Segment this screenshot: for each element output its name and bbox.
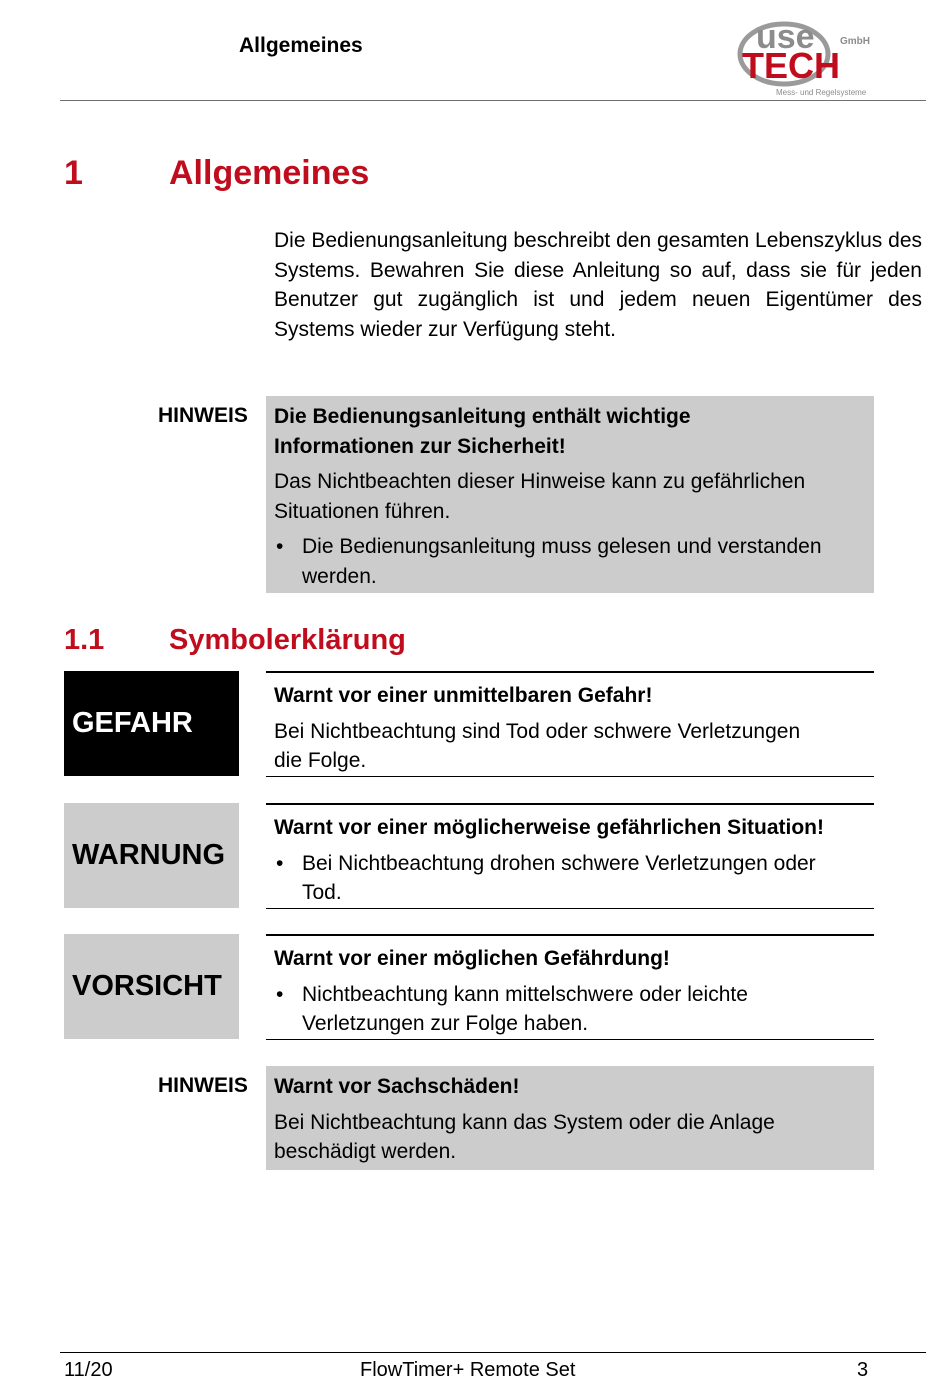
hinweis-text-line1: Das Nichtbeachten dieser Hinweise kann zu gefährlichen <box>274 470 806 493</box>
intro-paragraph: Die Bedienungsanleitung beschreibt den gesamten Lebenszyklus des Systems. Bewahren Sie diese Anleitung so auf, dass sie für jeden Benutzer gut zugänglich ist und jedem neuen Eigentümer des Systems wieder zur Verfügung steht. <box>274 229 922 341</box>
header-divider <box>60 100 926 101</box>
warnung-bullet-line2: Tod. <box>302 881 342 904</box>
footer-product: FlowTimer+ Remote Set <box>360 1359 576 1381</box>
logo-use: use <box>756 18 815 56</box>
hinweis-heading-line2: Informationen zur Sicherheit! <box>274 434 566 458</box>
gefahr-text-line2: die Folge. <box>274 749 367 772</box>
hinweis-label-2: HINWEIS <box>158 1074 248 1097</box>
gefahr-description <box>266 671 874 777</box>
footer-divider <box>60 1352 926 1353</box>
section-number: 1.1 <box>64 624 105 656</box>
section-title: Symbolerklärung <box>169 624 406 656</box>
hinweis-box <box>266 396 874 593</box>
vorsicht-description <box>266 934 874 1040</box>
gefahr-text-line1: Bei Nichtbeachtung sind Tod oder schwere Verletzungen <box>274 719 801 743</box>
logo-gmbh: GmbH <box>840 36 870 47</box>
warnung-bullet-line1: • Bei Nichtbeachtung drohen schwere Verletzungen oder <box>302 851 816 875</box>
logo-tech: TECH <box>742 45 840 86</box>
hinweis2-heading: Warnt vor Sachschäden! <box>274 1075 520 1098</box>
warnung-signal-word: WARNUNG <box>64 803 239 908</box>
header-title: Allgemeines <box>239 34 363 57</box>
vorsicht-bullet-line2: Verletzungen zur Folge haben. <box>302 1012 589 1035</box>
footer-page-number: 3 <box>857 1359 869 1381</box>
vorsicht-bullet <box>274 980 866 1039</box>
hinweis-box-2 <box>266 1066 874 1170</box>
logo-tagline: Mess- und Regelsysteme <box>776 88 867 97</box>
warnung-description <box>266 803 874 909</box>
vorsicht-signal-word: VORSICHT <box>64 934 239 1039</box>
hinweis-bullet-line2: werden. <box>302 564 377 588</box>
hinweis-bullet-line1: • Die Bedienungsanleitung muss gelesen und verstanden <box>302 535 822 558</box>
company-logo <box>736 18 876 100</box>
vorsicht-heading: Warnt vor einer möglichen Gefährdung! <box>274 947 670 970</box>
footer-date: 11/20 <box>64 1359 113 1381</box>
hinweis2-text-line1: Bei Nichtbeachtung kann das System oder die Anlage <box>274 1110 775 1134</box>
hinweis-label: HINWEIS <box>158 404 248 427</box>
hinweis2-text-line2: beschädigt werden. <box>274 1140 457 1163</box>
warnung-bullet <box>274 849 866 908</box>
gefahr-signal-word: GEFAHR <box>64 671 239 776</box>
chapter-number: 1 <box>64 154 83 192</box>
hinweis-bullet <box>274 532 866 591</box>
warnung-heading: Warnt vor einer möglicherweise gefährlichen Situation! <box>274 816 824 839</box>
hinweis-heading-line1: Die Bedienungsanleitung enthält wichtige <box>274 405 691 428</box>
chapter-title: Allgemeines <box>169 154 370 192</box>
gefahr-heading: Warnt vor einer unmittelbaren Gefahr! <box>274 684 653 707</box>
hinweis-text-line2: Situationen führen. <box>274 499 451 523</box>
vorsicht-bullet-line1: • Nichtbeachtung kann mittelschwere oder leichte <box>302 982 748 1006</box>
